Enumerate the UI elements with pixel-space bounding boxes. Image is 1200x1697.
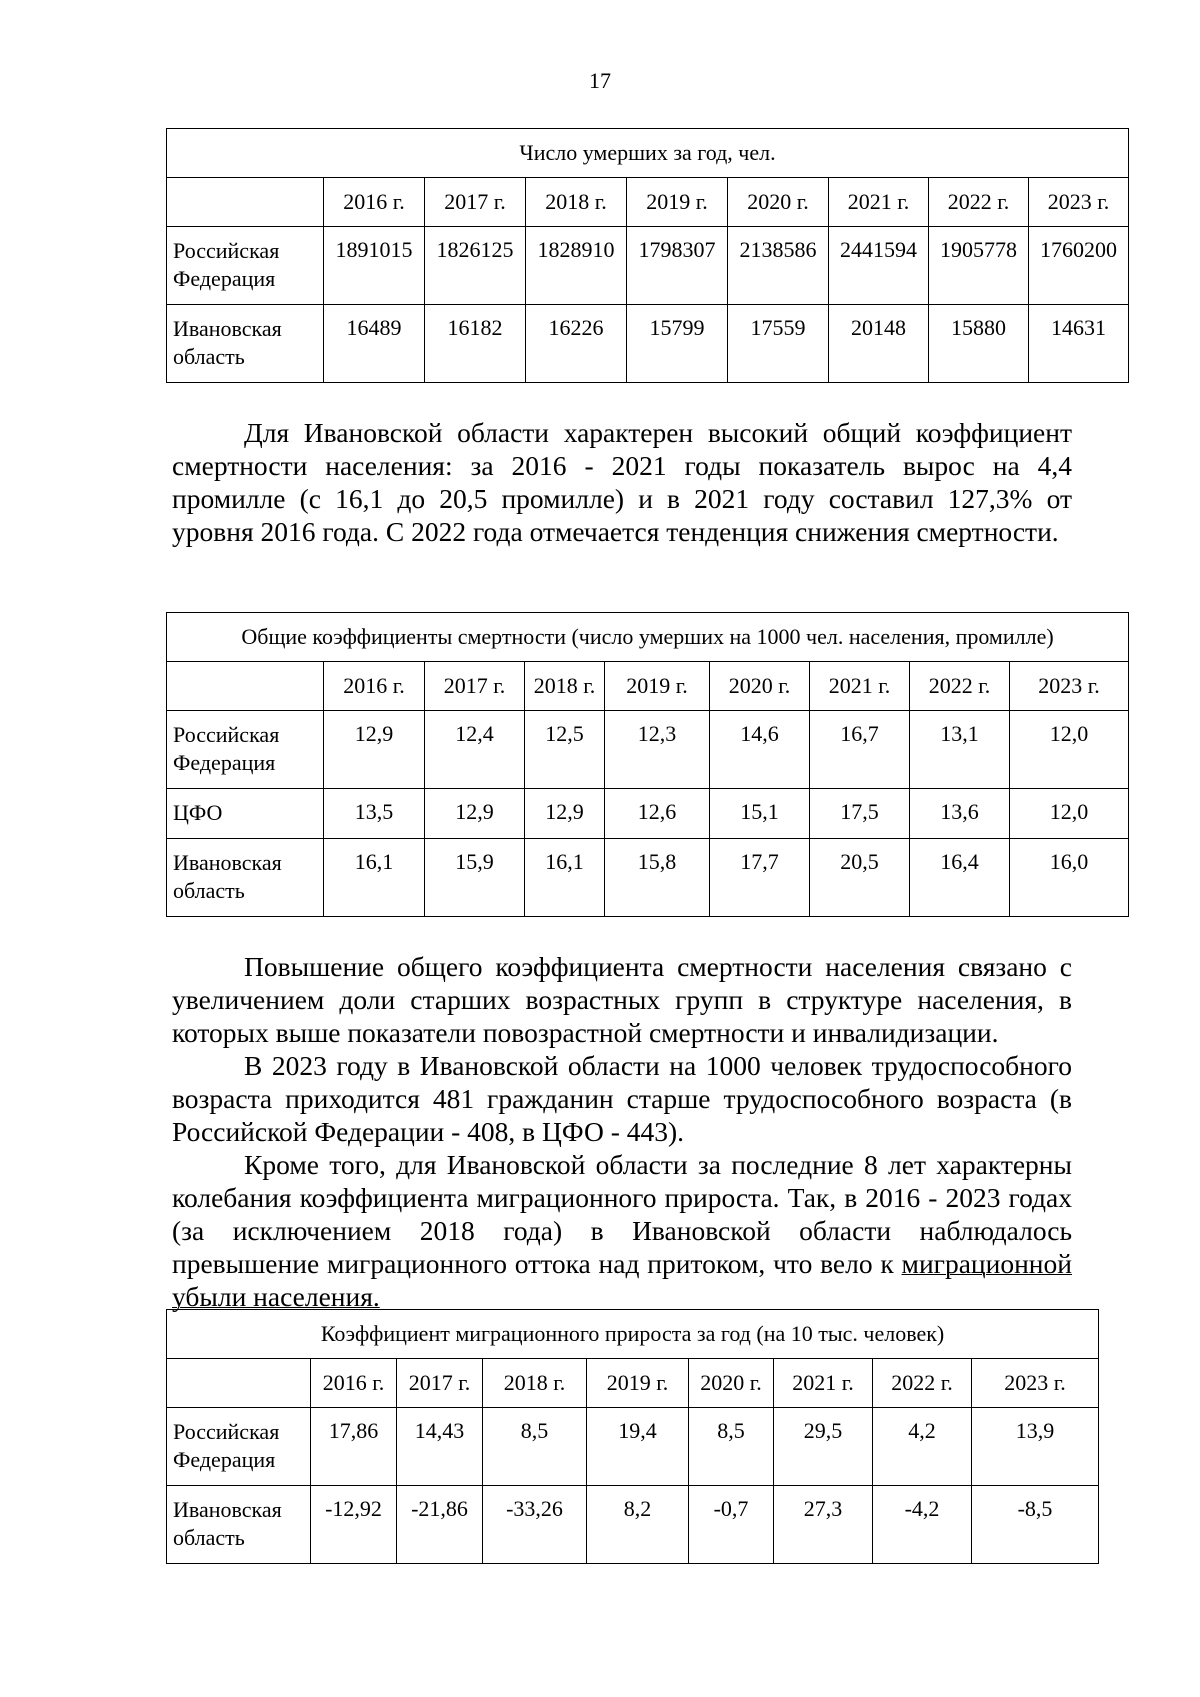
data-cell: 1826125 xyxy=(425,227,526,305)
year-header: 2023 г. xyxy=(972,1359,1099,1408)
year-header: 2020 г. xyxy=(689,1359,774,1408)
paragraph-block-ageing-migration xyxy=(172,950,1072,1313)
year-header: 2021 г. xyxy=(810,662,910,711)
data-cell: 17,86 xyxy=(311,1408,397,1486)
data-cell: -21,86 xyxy=(397,1486,483,1564)
year-header: 2016 г. xyxy=(324,662,425,711)
year-header: 2018 г. xyxy=(483,1359,587,1408)
data-cell: 13,6 xyxy=(910,789,1010,839)
year-header: 2023 г. xyxy=(1029,178,1129,227)
table-caption: Общие коэффициенты смертности (число умерших на 1000 чел. населения, промилле) xyxy=(167,613,1129,662)
data-cell: 12,6 xyxy=(605,789,710,839)
row-label: Ивановская область xyxy=(167,839,324,917)
data-cell: 16182 xyxy=(425,305,526,383)
data-cell: 12,9 xyxy=(525,789,605,839)
page-number: 17 xyxy=(589,68,611,93)
year-header: 2022 г. xyxy=(929,178,1029,227)
data-cell: 15,1 xyxy=(710,789,810,839)
data-cell: 17,5 xyxy=(810,789,910,839)
year-header: 2023 г. xyxy=(1010,662,1129,711)
deaths-count-table xyxy=(166,128,1129,383)
header-empty-cell xyxy=(167,662,324,711)
data-cell: 4,2 xyxy=(873,1408,972,1486)
data-cell: 2441594 xyxy=(829,227,929,305)
year-header: 2020 г. xyxy=(728,178,829,227)
data-cell: -0,7 xyxy=(689,1486,774,1564)
data-cell: 8,2 xyxy=(587,1486,689,1564)
data-cell: 12,0 xyxy=(1010,711,1129,789)
table-caption: Число умерших за год, чел. xyxy=(167,129,1129,178)
data-cell: 15,9 xyxy=(425,839,525,917)
data-cell: 29,5 xyxy=(774,1408,873,1486)
data-cell: 12,5 xyxy=(525,711,605,789)
row-label: Российская Федерация xyxy=(167,1408,311,1486)
paragraph-dependency-ratio: В 2023 году в Ивановской области на 1000 человек трудоспособного возраста приходится 481 гражданин старше трудоспособного возраста (в Российской Федерации - 408, в ЦФО - 443). xyxy=(172,1050,1072,1147)
row-label: Российская Федерация xyxy=(167,227,324,305)
row-label: Ивановская область xyxy=(167,1486,311,1564)
data-cell: 14,43 xyxy=(397,1408,483,1486)
data-cell: 1828910 xyxy=(526,227,627,305)
data-cell: 15880 xyxy=(929,305,1029,383)
data-cell: 20148 xyxy=(829,305,929,383)
table-row xyxy=(167,839,1129,917)
table-row xyxy=(167,789,1129,839)
data-cell: 8,5 xyxy=(689,1408,774,1486)
data-cell: 1905778 xyxy=(929,227,1029,305)
table-row xyxy=(167,227,1129,305)
data-cell: 14,6 xyxy=(710,711,810,789)
table-row xyxy=(167,711,1129,789)
table-row xyxy=(167,1486,1099,1564)
year-header: 2018 г. xyxy=(526,178,627,227)
data-cell: 12,4 xyxy=(425,711,525,789)
data-cell: 1891015 xyxy=(324,227,425,305)
year-header: 2017 г. xyxy=(397,1359,483,1408)
data-cell: 15799 xyxy=(627,305,728,383)
data-cell: 1760200 xyxy=(1029,227,1129,305)
data-cell: 27,3 xyxy=(774,1486,873,1564)
data-cell: 16,1 xyxy=(525,839,605,917)
data-cell: 20,5 xyxy=(810,839,910,917)
mortality-rate-table xyxy=(166,612,1129,917)
year-header: 2019 г. xyxy=(627,178,728,227)
row-label: ЦФО xyxy=(167,789,324,839)
data-cell: 17559 xyxy=(728,305,829,383)
data-cell: 1798307 xyxy=(627,227,728,305)
table-caption: Коэффициент миграционного прироста за год (на 10 тыс. человек) xyxy=(167,1310,1099,1359)
data-cell: 16,4 xyxy=(910,839,1010,917)
year-header: 2019 г. xyxy=(587,1359,689,1408)
year-header: 2021 г. xyxy=(774,1359,873,1408)
year-header: 2017 г. xyxy=(425,662,525,711)
data-cell: -8,5 xyxy=(972,1486,1099,1564)
data-cell: 12,0 xyxy=(1010,789,1129,839)
header-empty-cell xyxy=(167,178,324,227)
data-cell: 12,9 xyxy=(324,711,425,789)
data-cell: 16,7 xyxy=(810,711,910,789)
year-header: 2022 г. xyxy=(873,1359,972,1408)
migration-rate-table xyxy=(166,1309,1099,1564)
year-header: 2016 г. xyxy=(311,1359,397,1408)
data-cell: 19,4 xyxy=(587,1408,689,1486)
data-cell: 16489 xyxy=(324,305,425,383)
row-label: Ивановская область xyxy=(167,305,324,383)
data-cell: 13,1 xyxy=(910,711,1010,789)
data-cell: 15,8 xyxy=(605,839,710,917)
paragraph-mortality-trend: Для Ивановской области характерен высокий общий коэффициент смертности населения: за 2016 - 2021 годы показатель вырос на 4,4 промилле (с 16,1 до 20,5 промилле) и в 2021 году составил 127,3% от уровня 2016 года. С 2022 года отмечается тенденция снижения смертности. xyxy=(172,417,1072,547)
data-cell: 13,5 xyxy=(324,789,425,839)
data-cell: 12,3 xyxy=(605,711,710,789)
paragraph-ageing: Повышение общего коэффициента смертности населения связано с увеличением доли старших возрастных групп в структуре населения, в которых выше показатели повозрастной смертности и инвалидизации. xyxy=(172,951,1072,1048)
data-cell: 8,5 xyxy=(483,1408,587,1486)
year-header: 2016 г. xyxy=(324,178,425,227)
data-cell: -4,2 xyxy=(873,1486,972,1564)
data-cell: 16,1 xyxy=(324,839,425,917)
data-cell: 17,7 xyxy=(710,839,810,917)
data-cell: 14631 xyxy=(1029,305,1129,383)
row-label: Российская Федерация xyxy=(167,711,324,789)
table-row xyxy=(167,305,1129,383)
data-cell: -33,26 xyxy=(483,1486,587,1564)
data-cell: 16,0 xyxy=(1010,839,1129,917)
data-cell: -12,92 xyxy=(311,1486,397,1564)
year-header: 2022 г. xyxy=(910,662,1010,711)
table-row xyxy=(167,1408,1099,1486)
data-cell: 16226 xyxy=(526,305,627,383)
year-header: 2020 г. xyxy=(710,662,810,711)
data-cell: 13,9 xyxy=(972,1408,1099,1486)
paragraph-migration: Кроме того, для Ивановской области за последние 8 лет характерны колебания коэффициента миграционного прироста. Так, в 2016 - 2023 годах (за исключением 2018 года) в Ивановской области наблюдалось превышение миграционного оттока над притоком, что вело к миграционной убыли населения. xyxy=(172,1149,1072,1312)
year-header: 2018 г. xyxy=(525,662,605,711)
data-cell: 12,9 xyxy=(425,789,525,839)
year-header: 2021 г. xyxy=(829,178,929,227)
year-header: 2019 г. xyxy=(605,662,710,711)
data-cell: 2138586 xyxy=(728,227,829,305)
header-empty-cell xyxy=(167,1359,311,1408)
year-header: 2017 г. xyxy=(425,178,526,227)
